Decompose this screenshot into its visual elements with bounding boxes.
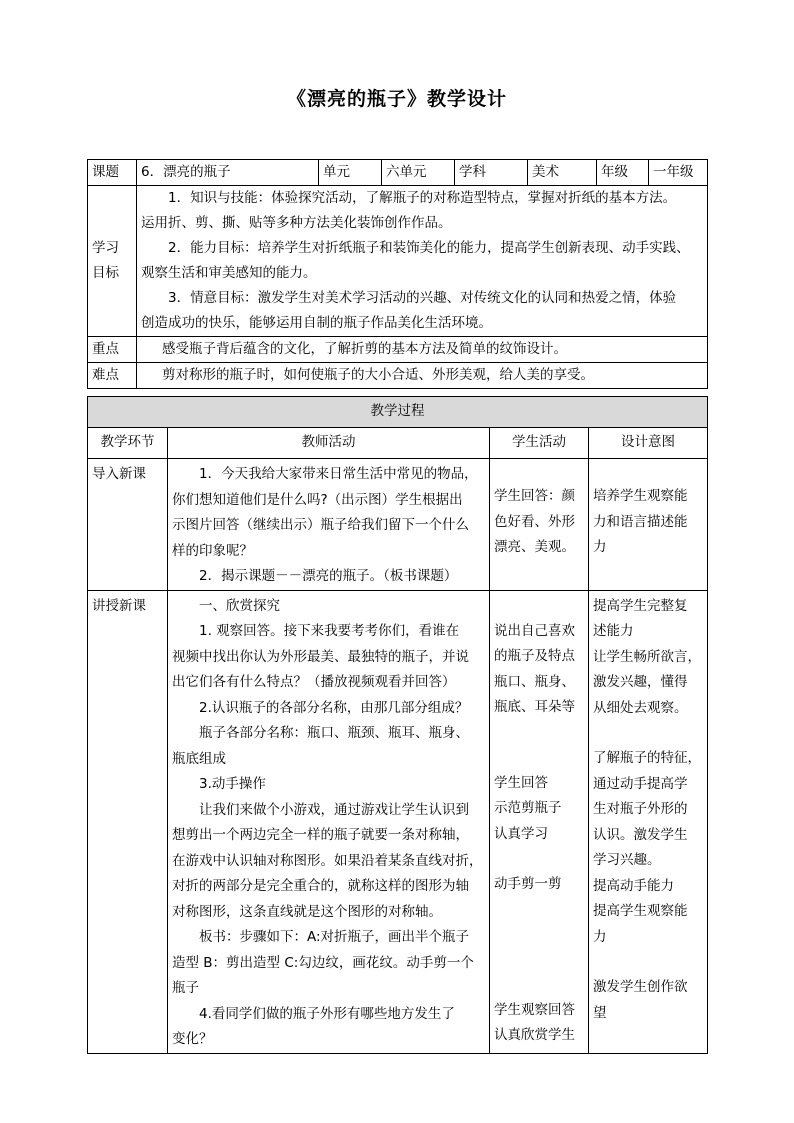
unit-label: 单元 (319, 160, 382, 186)
intro-student-line: 学生回答：颜 (494, 488, 575, 504)
lesson-teacher-line: 板书：步骤如下：A:对折瓶子，画出半个瓶子 (199, 929, 470, 945)
lesson-teacher-line: 瓶子 (172, 980, 199, 996)
lesson-student-line: 的瓶子及特点 (494, 648, 575, 664)
lesson-student-line: 认真学习 (494, 825, 548, 842)
lesson-intent-line: 提高动手能力 (593, 877, 674, 894)
lesson-student-line (494, 594, 584, 619)
info-row (88, 160, 708, 186)
lesson-teacher-line: 3.动手操作 (199, 776, 266, 792)
lesson-intent-line: 提高学生完整复 (593, 597, 688, 614)
lesson-intent-line: 提高学生观察能 (593, 903, 688, 919)
lesson-student-line: 认真欣赏学生 (494, 1027, 575, 1043)
intro-teacher-line: 样的印象呢？ (172, 542, 253, 559)
document-title: 《漂亮的瓶子》教学设计 (286, 88, 507, 110)
lesson-student-line: 说出自己喜欢 (494, 622, 575, 639)
lesson-teacher-line: 4.看同学们做的瓶子外形有哪些地方发生了 (199, 1005, 455, 1022)
teaching-process-table (87, 396, 708, 1054)
col-student: 学生活动 (490, 428, 589, 459)
intro-teacher-line: 1．今天我给大家带来日常生活中常见的物品， (199, 466, 478, 482)
col-stage: 教学环节 (88, 428, 168, 459)
grade-value: 一年级 (649, 160, 708, 186)
lesson-intent-line: 了解瓶子的特征， (593, 750, 701, 766)
process-heading-row (88, 397, 708, 428)
intro-teacher-line: 示图片回答（继续出示）瓶子给我们留下一个什么 (172, 517, 469, 533)
goal-2-cont: 观察生活和审美感知的能力。 (141, 265, 317, 281)
lesson-student-line (494, 746, 584, 771)
lesson-intent-line: 认识。激发学生 (593, 826, 688, 843)
lesson-stage: 讲授新课 (88, 590, 168, 1053)
goals-label-line: 目标 (92, 265, 119, 281)
lesson-teacher-line: 对称图形，这条直线就是这个图形的对称轴。 (172, 903, 442, 920)
topic-label: 课题 (88, 160, 137, 186)
difficulty-row (88, 363, 708, 389)
goal-3-cont: 创造成功的快乐，能够运用自制的瓶子作品美化生活环境。 (141, 315, 492, 331)
difficulty-text: 剪对称形的瓶子时，如何使瓶子的大小合适、外形美观，给人美的享受。 (137, 363, 708, 389)
lesson-teacher (168, 590, 490, 1053)
intro-intent-line: 力 (593, 539, 607, 555)
lesson-teacher-line: 出它们各有什么特点？（播放视频观看并回答） (172, 674, 456, 690)
intro-intent-line: 力和语言描述能 (593, 513, 688, 530)
lesson-student-line: 瓶口、瓶身、 (494, 673, 575, 690)
goals-content (137, 186, 708, 337)
key-point-row (88, 337, 708, 363)
goal-3: 3．情意目标：激发学生对美术学习活动的兴趣、对传统文化的认同和热爱之情，体验 (168, 290, 677, 306)
goals-label-line: 学习 (92, 240, 119, 256)
lesson-intent-line: 从细处去观察。 (593, 699, 688, 716)
lesson-teacher-line: 让我们来做个小游戏，通过游戏让学生认识到 (199, 801, 469, 818)
lesson-student-line (494, 973, 584, 998)
lesson-student-line: 学生回答 (494, 774, 548, 791)
lesson-teacher-line: 变化？ (172, 1031, 213, 1047)
goal-1-cont: 运用折、剪、撕、贴等多种方法美化装饰创作作品。 (141, 215, 452, 231)
lesson-intent-line (593, 721, 703, 746)
lesson-info-table (87, 159, 708, 389)
lesson-teacher-line: 造型 B：剪出造型 C:勾边纹，画花纹。动手剪一个 (172, 954, 474, 971)
lesson-intent-line: 激发学生创作欲 (593, 979, 688, 995)
lesson-teacher-line: 1. 观察回答。接下来我要考考你们，看谁在 (199, 623, 460, 639)
col-teacher: 教师活动 (168, 428, 490, 459)
lesson-student-line: 动手剪一剪 (494, 876, 562, 892)
lesson-teacher-line: 视频中找出你认为外形最美、最独特的瓶子，并说 (172, 648, 469, 665)
subject-label: 学科 (455, 160, 528, 186)
key-point-label: 重点 (88, 337, 137, 363)
lesson-intent-line (593, 950, 703, 975)
lesson-intent-line: 述能力 (593, 623, 634, 639)
lesson-intent-line: 生对瓶子外形的 (593, 801, 688, 817)
difficulty-label: 难点 (88, 363, 137, 389)
process-heading: 教学过程 (88, 397, 708, 428)
lesson-student-line (494, 721, 584, 746)
intro-intent (589, 459, 708, 591)
grade-label: 年级 (597, 160, 649, 186)
lesson-intent-line: 通过动手提高学 (593, 775, 688, 792)
intro-student (490, 459, 589, 591)
lesson-teacher-line: 在游戏中认识轴对称图形。如果沿着某条直线对折， (172, 852, 483, 869)
goals-label (88, 186, 137, 337)
col-intent: 设计意图 (589, 428, 708, 459)
lesson-teacher-line: 想剪出一个两边完全一样的瓶子就要一条对称轴， (172, 827, 469, 843)
lesson-teacher-line: 2.认识瓶子的各部分名称，由那几部分组成？ (199, 699, 469, 716)
intro-teacher-line: 你们想知道他们是什么吗?（出示图）学生根据出 (172, 491, 463, 508)
lesson-intent-line: 力 (593, 928, 607, 945)
topic-value: 6．漂亮的瓶子 (137, 160, 319, 186)
process-header-row (88, 428, 708, 459)
lesson-teacher-line: 一、欣赏探究 (199, 597, 280, 614)
lesson-student-line: 学生观察回答 (494, 1001, 575, 1018)
lesson-student-line (494, 898, 584, 923)
lesson-student-line: 示范剪瓶子 (494, 800, 562, 816)
intro-stage: 导入新课 (88, 459, 168, 591)
subject-value: 美术 (528, 160, 597, 186)
lesson-teacher-line: 对折的两部分是完全重合的，就称这样的图形为轴 (172, 878, 469, 894)
lesson-student-line (494, 948, 584, 973)
lesson-intent-line: 让学生畅所欲言， (593, 648, 701, 665)
intro-student-line: 漂亮、美观。 (494, 539, 575, 555)
intro-teacher (168, 459, 490, 591)
lesson-intent-line: 激发兴趣，懂得 (593, 674, 688, 690)
intro-teacher-line: 2．揭示课题－－漂亮的瓶子。（板书课题） (199, 568, 458, 584)
lesson-intent (589, 590, 708, 1053)
intro-student-line: 色好看、外形 (494, 513, 575, 530)
lesson-teacher-line: 瓶子各部分名称：瓶口、瓶颈、瓶耳、瓶身、 (199, 725, 469, 741)
lesson-intent-line: 学习兴趣。 (593, 852, 661, 868)
unit-value: 六单元 (382, 160, 455, 186)
intro-intent-line: 培养学生观察能 (593, 488, 688, 504)
lesson-student-line (494, 847, 584, 872)
goals-row (88, 186, 708, 337)
lesson-intent-line: 望 (593, 1004, 607, 1021)
goal-2: 2．能力目标：培养学生对折纸瓶子和装饰美化的能力，提高学生创新表现、动手实践、 (168, 240, 690, 256)
lesson-teacher-line: 瓶底组成 (172, 750, 226, 767)
key-point-text: 感受瓶子背后蕴含的文化，了解折剪的基本方法及简单的纹饰设计。 (137, 337, 708, 363)
lesson-student-line (494, 923, 584, 948)
lesson-student (490, 590, 589, 1053)
goal-1: 1．知识与技能：体验探究活动，了解瓶子的对称造型特点，掌握对折纸的基本方法。 (168, 190, 677, 206)
intro-row (88, 459, 708, 591)
lesson-row (88, 590, 708, 1053)
lesson-student-line: 瓶底、耳朵等 (494, 699, 575, 715)
